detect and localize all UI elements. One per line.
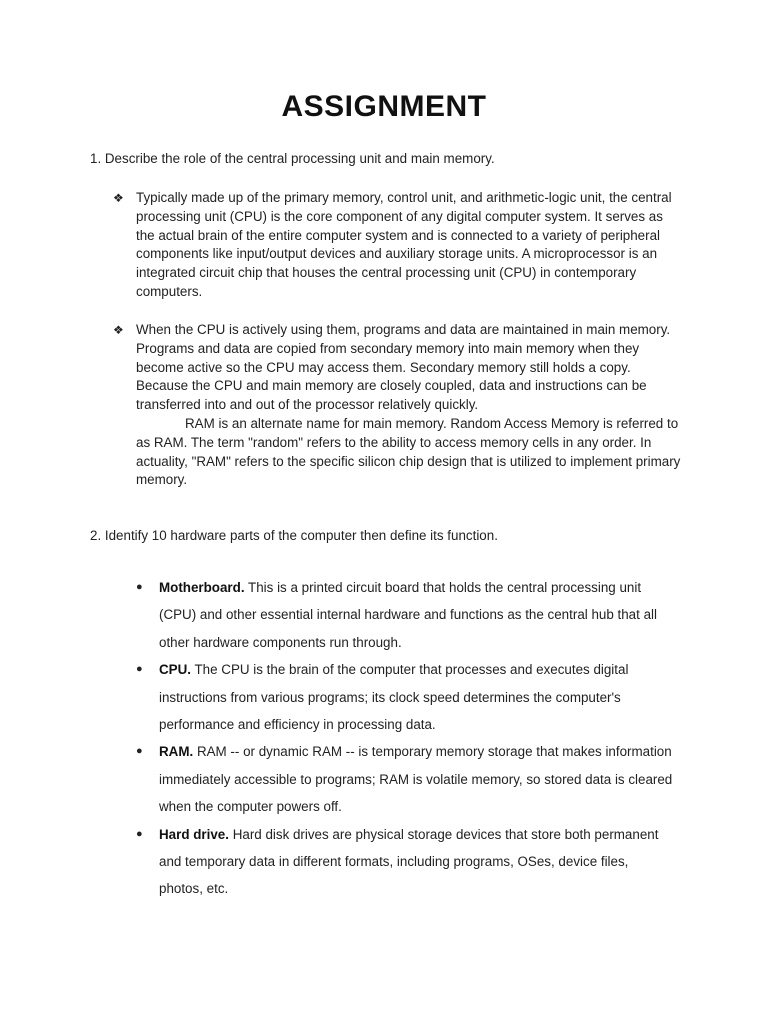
answer-1-paragraph-2: When the CPU is actively using them, programs and data are maintained in main memory. Programs and data are copied from secondary memory into main memory when they become active so the CPU may access them. Secondary memory still holds a copy. Because the CPU and main memory are closely coupled, data and instructions can be transferred into and out of the processor relatively quickly.: [136, 322, 671, 413]
dot-bullet-icon: ●: [136, 745, 143, 758]
hardware-description: Hard disk drives are physical storage devices that store both permanent and temporary data in different formats, including programs, OSes, device files, photos, etc.: [159, 826, 659, 897]
dot-bullet-icon: ●: [136, 827, 143, 840]
list-item: [136, 656, 676, 738]
list-item: [136, 738, 676, 820]
question-2: 2. Identify 10 hardware parts of the computer then define its function.: [90, 528, 498, 543]
answer-1-paragraph-2-group: [136, 321, 683, 490]
hardware-term: CPU.: [159, 662, 191, 678]
diamond-bullet-icon: ❖: [113, 191, 124, 205]
list-item: [136, 574, 676, 656]
hardware-description: The CPU is the brain of the computer that processes and executes digital instructions from various programs; its clock speed determines the computer's performance and efficiency in processing data.: [159, 662, 629, 733]
dot-bullet-icon: ●: [136, 581, 143, 593]
question-1: 1. Describe the role of the central processing unit and main memory.: [90, 151, 495, 166]
hardware-term: Hard drive.: [159, 826, 229, 842]
list-item: [136, 821, 676, 903]
hardware-term: RAM.: [159, 744, 194, 760]
answer-1-paragraph-1: Typically made up of the primary memory, control unit, and arithmetic-logic unit, the central processing unit (CPU) is the core component of any digital computer system. It serves as the actual brain of the entire computer system and is connected to a variety of peripheral components like input/output devices and auxiliary storage units. A microprocessor is an integrated circuit chip that houses the central processing unit (CPU) in contemporary computers.: [136, 190, 672, 299]
dot-bullet-icon: ●: [136, 663, 143, 676]
hardware-term: Motherboard.: [159, 580, 245, 595]
answer-1-paragraph-3: RAM is an alternate name for main memory. Random Access Memory is referred to as RAM. The term "random" refers to the ability to access memory cells in any order. In actuality, "RAM" refers to the specific silicon chip design that is utilized to implement primary memory.: [136, 415, 681, 488]
hardware-list: [136, 574, 676, 903]
answer-1-item-2: [113, 321, 683, 490]
hardware-description: RAM -- or dynamic RAM -- is temporary memory storage that makes information immediately accessible to programs; RAM is volatile memory, so stored data is cleared when the computer powers off.: [159, 744, 673, 815]
diamond-bullet-icon: ❖: [113, 323, 124, 337]
hardware-description: This is a printed circuit board that holds the central processing unit (CPU) and other essential internal hardware and functions as the central hub that all other hardware components run through.: [159, 580, 657, 650]
document-title: ASSIGNMENT: [281, 90, 487, 123]
answer-1-item-1: [113, 189, 683, 302]
